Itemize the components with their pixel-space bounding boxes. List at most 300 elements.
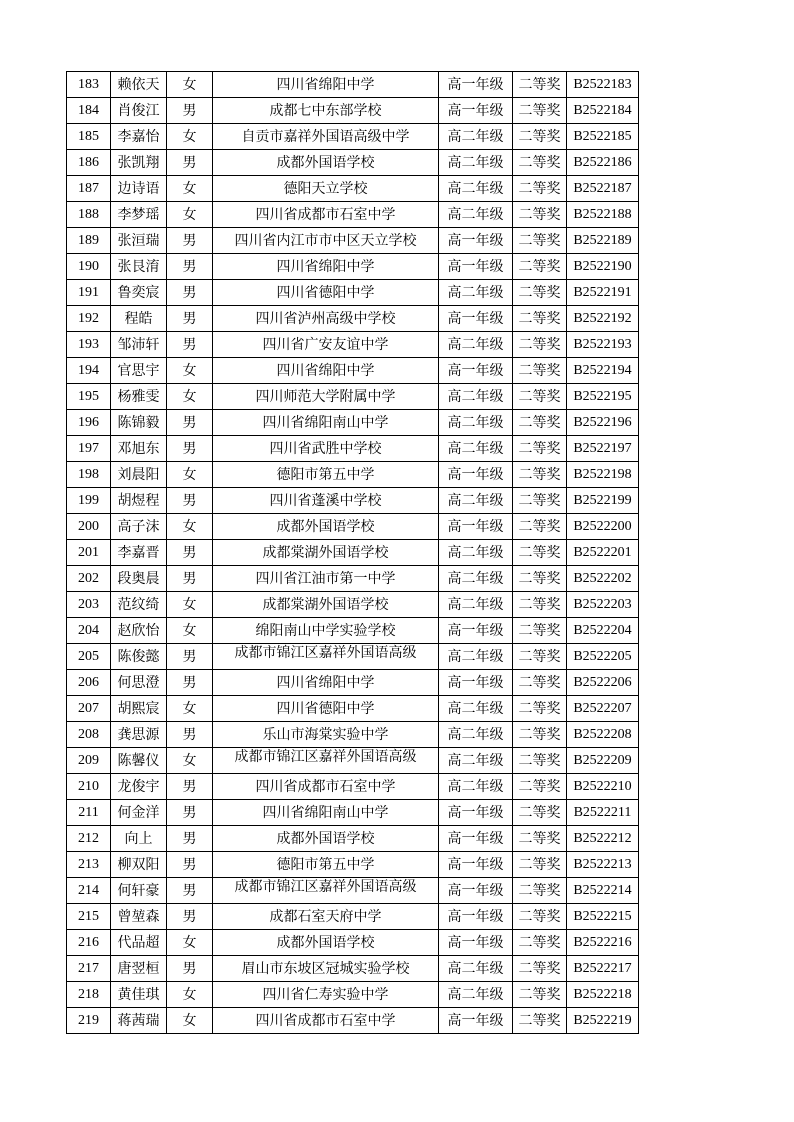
certificate-code-cell: B2522216 xyxy=(567,930,639,956)
gender-cell: 女 xyxy=(167,72,213,98)
table-row xyxy=(67,930,639,956)
school-name-cell: 四川省绵阳南山中学 xyxy=(213,410,439,436)
award-level-cell: 二等奖 xyxy=(513,852,567,878)
school-name-cell: 成都外国语学校 xyxy=(213,826,439,852)
certificate-code-cell: B2522185 xyxy=(567,124,639,150)
grade-cell: 高一年级 xyxy=(439,514,513,540)
table-row xyxy=(67,410,639,436)
school-name-cell: 成都外国语学校 xyxy=(213,150,439,176)
table-row xyxy=(67,540,639,566)
certificate-code-cell: B2522215 xyxy=(567,904,639,930)
certificate-code-cell: B2522186 xyxy=(567,150,639,176)
award-level-cell: 二等奖 xyxy=(513,696,567,722)
award-level-cell: 二等奖 xyxy=(513,930,567,956)
gender-cell: 女 xyxy=(167,358,213,384)
row-number-cell: 200 xyxy=(67,514,111,540)
table-row xyxy=(67,358,639,384)
row-number-cell: 215 xyxy=(67,904,111,930)
gender-cell: 女 xyxy=(167,462,213,488)
school-name-cell: 成都棠湖外国语学校 xyxy=(213,540,439,566)
school-name-cell: 德阳市第五中学 xyxy=(213,462,439,488)
table-row xyxy=(67,878,639,904)
table-row xyxy=(67,644,639,670)
certificate-code-cell: B2522184 xyxy=(567,98,639,124)
school-name-text: 成都市锦江区嘉祥外国语高级 xyxy=(234,645,417,661)
certificate-code-cell: B2522197 xyxy=(567,436,639,462)
gender-cell: 男 xyxy=(167,826,213,852)
school-name-cell: 乐山市海棠实验中学 xyxy=(213,722,439,748)
school-name-cell: 四川省绵阳南山中学 xyxy=(213,800,439,826)
gender-cell: 男 xyxy=(167,774,213,800)
gender-cell: 女 xyxy=(167,384,213,410)
student-name-cell: 向上 xyxy=(111,826,167,852)
school-name-cell: 四川省成都市石室中学 xyxy=(213,202,439,228)
award-level-cell: 二等奖 xyxy=(513,956,567,982)
student-name-cell: 李嘉怡 xyxy=(111,124,167,150)
gender-cell: 女 xyxy=(167,930,213,956)
award-level-cell: 二等奖 xyxy=(513,98,567,124)
grade-cell: 高一年级 xyxy=(439,1008,513,1034)
award-level-cell: 二等奖 xyxy=(513,202,567,228)
table-row xyxy=(67,566,639,592)
grade-cell: 高二年级 xyxy=(439,592,513,618)
gender-cell: 男 xyxy=(167,254,213,280)
table-row xyxy=(67,722,639,748)
school-name-cell: 四川省绵阳中学 xyxy=(213,358,439,384)
school-name-cell: 德阳天立学校 xyxy=(213,176,439,202)
table-row xyxy=(67,670,639,696)
grade-cell: 高一年级 xyxy=(439,306,513,332)
certificate-code-cell: B2522191 xyxy=(567,280,639,306)
student-name-cell: 杨雅雯 xyxy=(111,384,167,410)
table-row xyxy=(67,826,639,852)
gender-cell: 男 xyxy=(167,436,213,462)
award-level-cell: 二等奖 xyxy=(513,462,567,488)
certificate-code-cell: B2522194 xyxy=(567,358,639,384)
row-number-cell: 218 xyxy=(67,982,111,1008)
school-name-cell: 成都外国语学校 xyxy=(213,514,439,540)
student-name-cell: 鲁奕宸 xyxy=(111,280,167,306)
gender-cell: 男 xyxy=(167,956,213,982)
school-name-text: 成都市锦江区嘉祥外国语高级 xyxy=(234,879,417,895)
student-name-cell: 陈馨仪 xyxy=(111,748,167,774)
student-name-cell: 龚思源 xyxy=(111,722,167,748)
table-row xyxy=(67,592,639,618)
student-name-cell: 张凯翔 xyxy=(111,150,167,176)
award-level-cell: 二等奖 xyxy=(513,748,567,774)
row-number-cell: 208 xyxy=(67,722,111,748)
grade-cell: 高二年级 xyxy=(439,488,513,514)
award-level-cell: 二等奖 xyxy=(513,228,567,254)
certificate-code-cell: B2522209 xyxy=(567,748,639,774)
school-name-cell: 自贡市嘉祥外国语高级中学 xyxy=(213,124,439,150)
student-name-cell: 何轩豪 xyxy=(111,878,167,904)
award-level-cell: 二等奖 xyxy=(513,592,567,618)
school-name-text: 成都市锦江区嘉祥外国语高级 xyxy=(234,749,417,765)
student-name-cell: 赖依天 xyxy=(111,72,167,98)
school-name-cell: 四川省内江市市中区天立学校 xyxy=(213,228,439,254)
gender-cell: 男 xyxy=(167,800,213,826)
certificate-code-cell: B2522192 xyxy=(567,306,639,332)
award-level-cell: 二等奖 xyxy=(513,176,567,202)
school-name-cell: 四川省广安友谊中学 xyxy=(213,332,439,358)
grade-cell: 高二年级 xyxy=(439,540,513,566)
certificate-code-cell: B2522183 xyxy=(567,72,639,98)
table-row xyxy=(67,1008,639,1034)
gender-cell: 女 xyxy=(167,592,213,618)
certificate-code-cell: B2522193 xyxy=(567,332,639,358)
student-name-cell: 肖俊江 xyxy=(111,98,167,124)
student-name-cell: 蒋茜瑞 xyxy=(111,1008,167,1034)
grade-cell: 高一年级 xyxy=(439,670,513,696)
row-number-cell: 203 xyxy=(67,592,111,618)
row-number-cell: 192 xyxy=(67,306,111,332)
gender-cell: 男 xyxy=(167,280,213,306)
table-row xyxy=(67,332,639,358)
certificate-code-cell: B2522202 xyxy=(567,566,639,592)
gender-cell: 男 xyxy=(167,332,213,358)
row-number-cell: 190 xyxy=(67,254,111,280)
student-name-cell: 刘晨阳 xyxy=(111,462,167,488)
award-level-cell: 二等奖 xyxy=(513,904,567,930)
gender-cell: 男 xyxy=(167,644,213,670)
grade-cell: 高二年级 xyxy=(439,176,513,202)
certificate-code-cell: B2522203 xyxy=(567,592,639,618)
school-name-cell: 成都外国语学校 xyxy=(213,930,439,956)
school-name-cell: 四川师范大学附属中学 xyxy=(213,384,439,410)
table-row xyxy=(67,436,639,462)
student-name-cell: 曾堃森 xyxy=(111,904,167,930)
table-row xyxy=(67,150,639,176)
award-level-cell: 二等奖 xyxy=(513,306,567,332)
grade-cell: 高二年级 xyxy=(439,436,513,462)
school-name-cell xyxy=(213,878,439,904)
certificate-code-cell: B2522189 xyxy=(567,228,639,254)
award-level-cell: 二等奖 xyxy=(513,254,567,280)
certificate-code-cell: B2522201 xyxy=(567,540,639,566)
certificate-code-cell: B2522204 xyxy=(567,618,639,644)
school-name-cell: 绵阳南山中学实验学校 xyxy=(213,618,439,644)
row-number-cell: 213 xyxy=(67,852,111,878)
student-name-cell: 邓旭东 xyxy=(111,436,167,462)
certificate-code-cell: B2522210 xyxy=(567,774,639,800)
school-name-cell: 成都石室天府中学 xyxy=(213,904,439,930)
grade-cell: 高二年级 xyxy=(439,410,513,436)
school-name-cell: 四川省成都市石室中学 xyxy=(213,1008,439,1034)
grade-cell: 高二年级 xyxy=(439,384,513,410)
school-name-cell: 四川省德阳中学 xyxy=(213,696,439,722)
student-name-cell: 高子沫 xyxy=(111,514,167,540)
student-name-cell: 唐翌桓 xyxy=(111,956,167,982)
table-row xyxy=(67,202,639,228)
award-level-cell: 二等奖 xyxy=(513,410,567,436)
table-row xyxy=(67,72,639,98)
table-row xyxy=(67,956,639,982)
student-name-cell: 李梦瑶 xyxy=(111,202,167,228)
table-row xyxy=(67,774,639,800)
grade-cell: 高二年级 xyxy=(439,644,513,670)
school-name-cell: 四川省德阳中学 xyxy=(213,280,439,306)
row-number-cell: 207 xyxy=(67,696,111,722)
grade-cell: 高一年级 xyxy=(439,852,513,878)
award-level-cell: 二等奖 xyxy=(513,332,567,358)
row-number-cell: 199 xyxy=(67,488,111,514)
gender-cell: 女 xyxy=(167,696,213,722)
award-level-cell: 二等奖 xyxy=(513,566,567,592)
certificate-code-cell: B2522217 xyxy=(567,956,639,982)
grade-cell: 高二年级 xyxy=(439,696,513,722)
certificate-code-cell: B2522219 xyxy=(567,1008,639,1034)
certificate-code-cell: B2522213 xyxy=(567,852,639,878)
certificate-code-cell: B2522188 xyxy=(567,202,639,228)
gender-cell: 女 xyxy=(167,124,213,150)
row-number-cell: 209 xyxy=(67,748,111,774)
gender-cell: 女 xyxy=(167,982,213,1008)
student-name-cell: 陈锦毅 xyxy=(111,410,167,436)
award-level-cell: 二等奖 xyxy=(513,280,567,306)
grade-cell: 高一年级 xyxy=(439,878,513,904)
certificate-code-cell: B2522211 xyxy=(567,800,639,826)
certificate-code-cell: B2522187 xyxy=(567,176,639,202)
row-number-cell: 189 xyxy=(67,228,111,254)
row-number-cell: 205 xyxy=(67,644,111,670)
row-number-cell: 184 xyxy=(67,98,111,124)
row-number-cell: 197 xyxy=(67,436,111,462)
table-row xyxy=(67,228,639,254)
grade-cell: 高一年级 xyxy=(439,904,513,930)
gender-cell: 男 xyxy=(167,410,213,436)
award-level-cell: 二等奖 xyxy=(513,670,567,696)
table-row xyxy=(67,488,639,514)
row-number-cell: 212 xyxy=(67,826,111,852)
gender-cell: 女 xyxy=(167,176,213,202)
grade-cell: 高一年级 xyxy=(439,800,513,826)
row-number-cell: 193 xyxy=(67,332,111,358)
table-row xyxy=(67,254,639,280)
award-list-table xyxy=(66,71,639,1034)
certificate-code-cell: B2522208 xyxy=(567,722,639,748)
award-level-cell: 二等奖 xyxy=(513,540,567,566)
row-number-cell: 183 xyxy=(67,72,111,98)
row-number-cell: 186 xyxy=(67,150,111,176)
certificate-code-cell: B2522198 xyxy=(567,462,639,488)
student-name-cell: 程皓 xyxy=(111,306,167,332)
row-number-cell: 201 xyxy=(67,540,111,566)
award-level-cell: 二等奖 xyxy=(513,800,567,826)
student-name-cell: 代品超 xyxy=(111,930,167,956)
gender-cell: 男 xyxy=(167,306,213,332)
gender-cell: 男 xyxy=(167,98,213,124)
grade-cell: 高一年级 xyxy=(439,462,513,488)
grade-cell: 高二年级 xyxy=(439,280,513,306)
table-row xyxy=(67,176,639,202)
table-body xyxy=(67,72,639,1034)
row-number-cell: 196 xyxy=(67,410,111,436)
row-number-cell: 217 xyxy=(67,956,111,982)
award-level-cell: 二等奖 xyxy=(513,72,567,98)
student-name-cell: 官思宇 xyxy=(111,358,167,384)
grade-cell: 高一年级 xyxy=(439,254,513,280)
award-level-cell: 二等奖 xyxy=(513,488,567,514)
certificate-code-cell: B2522190 xyxy=(567,254,639,280)
gender-cell: 男 xyxy=(167,878,213,904)
gender-cell: 女 xyxy=(167,202,213,228)
certificate-code-cell: B2522207 xyxy=(567,696,639,722)
school-name-cell: 四川省绵阳中学 xyxy=(213,254,439,280)
gender-cell: 女 xyxy=(167,618,213,644)
table-row xyxy=(67,98,639,124)
grade-cell: 高二年级 xyxy=(439,774,513,800)
row-number-cell: 216 xyxy=(67,930,111,956)
award-level-cell: 二等奖 xyxy=(513,384,567,410)
row-number-cell: 211 xyxy=(67,800,111,826)
grade-cell: 高二年级 xyxy=(439,722,513,748)
gender-cell: 男 xyxy=(167,722,213,748)
grade-cell: 高二年级 xyxy=(439,202,513,228)
grade-cell: 高一年级 xyxy=(439,826,513,852)
award-level-cell: 二等奖 xyxy=(513,826,567,852)
certificate-code-cell: B2522218 xyxy=(567,982,639,1008)
certificate-code-cell: B2522196 xyxy=(567,410,639,436)
student-name-cell: 柳双阳 xyxy=(111,852,167,878)
certificate-code-cell: B2522214 xyxy=(567,878,639,904)
award-level-cell: 二等奖 xyxy=(513,150,567,176)
school-name-cell: 成都棠湖外国语学校 xyxy=(213,592,439,618)
school-name-cell: 四川省江油市第一中学 xyxy=(213,566,439,592)
gender-cell: 男 xyxy=(167,150,213,176)
grade-cell: 高二年级 xyxy=(439,124,513,150)
row-number-cell: 185 xyxy=(67,124,111,150)
school-name-cell xyxy=(213,748,439,774)
row-number-cell: 206 xyxy=(67,670,111,696)
table-row xyxy=(67,280,639,306)
row-number-cell: 187 xyxy=(67,176,111,202)
table-row xyxy=(67,904,639,930)
certificate-code-cell: B2522199 xyxy=(567,488,639,514)
student-name-cell: 边诗语 xyxy=(111,176,167,202)
student-name-cell: 张洹瑞 xyxy=(111,228,167,254)
row-number-cell: 214 xyxy=(67,878,111,904)
grade-cell: 高二年级 xyxy=(439,332,513,358)
row-number-cell: 191 xyxy=(67,280,111,306)
grade-cell: 高二年级 xyxy=(439,982,513,1008)
row-number-cell: 219 xyxy=(67,1008,111,1034)
student-name-cell: 胡煜程 xyxy=(111,488,167,514)
table-row xyxy=(67,982,639,1008)
award-level-cell: 二等奖 xyxy=(513,878,567,904)
school-name-cell: 四川省蓬溪中学校 xyxy=(213,488,439,514)
grade-cell: 高二年级 xyxy=(439,566,513,592)
award-level-cell: 二等奖 xyxy=(513,124,567,150)
gender-cell: 男 xyxy=(167,540,213,566)
award-level-cell: 二等奖 xyxy=(513,774,567,800)
student-name-cell: 范纹绮 xyxy=(111,592,167,618)
student-name-cell: 黄佳琪 xyxy=(111,982,167,1008)
award-level-cell: 二等奖 xyxy=(513,722,567,748)
row-number-cell: 194 xyxy=(67,358,111,384)
grade-cell: 高一年级 xyxy=(439,618,513,644)
school-name-cell: 四川省武胜中学校 xyxy=(213,436,439,462)
award-level-cell: 二等奖 xyxy=(513,618,567,644)
table-row xyxy=(67,748,639,774)
student-name-cell: 邹沛轩 xyxy=(111,332,167,358)
grade-cell: 高二年级 xyxy=(439,150,513,176)
award-level-cell: 二等奖 xyxy=(513,514,567,540)
gender-cell: 男 xyxy=(167,852,213,878)
certificate-code-cell: B2522195 xyxy=(567,384,639,410)
table-row xyxy=(67,462,639,488)
grade-cell: 高二年级 xyxy=(439,748,513,774)
school-name-cell: 眉山市东坡区冠城实验学校 xyxy=(213,956,439,982)
gender-cell: 男 xyxy=(167,228,213,254)
table-row xyxy=(67,800,639,826)
gender-cell: 男 xyxy=(167,670,213,696)
gender-cell: 女 xyxy=(167,514,213,540)
student-name-cell: 陈俊懿 xyxy=(111,644,167,670)
grade-cell: 高一年级 xyxy=(439,930,513,956)
school-name-cell: 四川省绵阳中学 xyxy=(213,72,439,98)
gender-cell: 男 xyxy=(167,488,213,514)
certificate-code-cell: B2522200 xyxy=(567,514,639,540)
school-name-cell: 四川省泸州高级中学校 xyxy=(213,306,439,332)
gender-cell: 男 xyxy=(167,566,213,592)
row-number-cell: 195 xyxy=(67,384,111,410)
table-row xyxy=(67,696,639,722)
student-name-cell: 龙俊宇 xyxy=(111,774,167,800)
award-level-cell: 二等奖 xyxy=(513,982,567,1008)
table-row xyxy=(67,306,639,332)
grade-cell: 高一年级 xyxy=(439,358,513,384)
student-name-cell: 张艮淯 xyxy=(111,254,167,280)
award-level-cell: 二等奖 xyxy=(513,1008,567,1034)
grade-cell: 高二年级 xyxy=(439,956,513,982)
table-row xyxy=(67,618,639,644)
table-row xyxy=(67,514,639,540)
row-number-cell: 204 xyxy=(67,618,111,644)
school-name-cell: 四川省绵阳中学 xyxy=(213,670,439,696)
award-level-cell: 二等奖 xyxy=(513,358,567,384)
school-name-cell: 四川省成都市石室中学 xyxy=(213,774,439,800)
school-name-cell: 四川省仁寿实验中学 xyxy=(213,982,439,1008)
school-name-cell xyxy=(213,644,439,670)
student-name-cell: 何思澄 xyxy=(111,670,167,696)
row-number-cell: 202 xyxy=(67,566,111,592)
certificate-code-cell: B2522212 xyxy=(567,826,639,852)
gender-cell: 女 xyxy=(167,1008,213,1034)
award-level-cell: 二等奖 xyxy=(513,644,567,670)
student-name-cell: 李嘉晋 xyxy=(111,540,167,566)
row-number-cell: 210 xyxy=(67,774,111,800)
grade-cell: 高一年级 xyxy=(439,98,513,124)
table-row xyxy=(67,852,639,878)
certificate-code-cell: B2522205 xyxy=(567,644,639,670)
certificate-code-cell: B2522206 xyxy=(567,670,639,696)
gender-cell: 女 xyxy=(167,748,213,774)
grade-cell: 高一年级 xyxy=(439,228,513,254)
row-number-cell: 198 xyxy=(67,462,111,488)
grade-cell: 高一年级 xyxy=(439,72,513,98)
student-name-cell: 胡熙宸 xyxy=(111,696,167,722)
student-name-cell: 赵欣怡 xyxy=(111,618,167,644)
row-number-cell: 188 xyxy=(67,202,111,228)
school-name-cell: 德阳市第五中学 xyxy=(213,852,439,878)
table-row xyxy=(67,384,639,410)
school-name-cell: 成都七中东部学校 xyxy=(213,98,439,124)
table-row xyxy=(67,124,639,150)
award-level-cell: 二等奖 xyxy=(513,436,567,462)
gender-cell: 男 xyxy=(167,904,213,930)
student-name-cell: 何金洋 xyxy=(111,800,167,826)
